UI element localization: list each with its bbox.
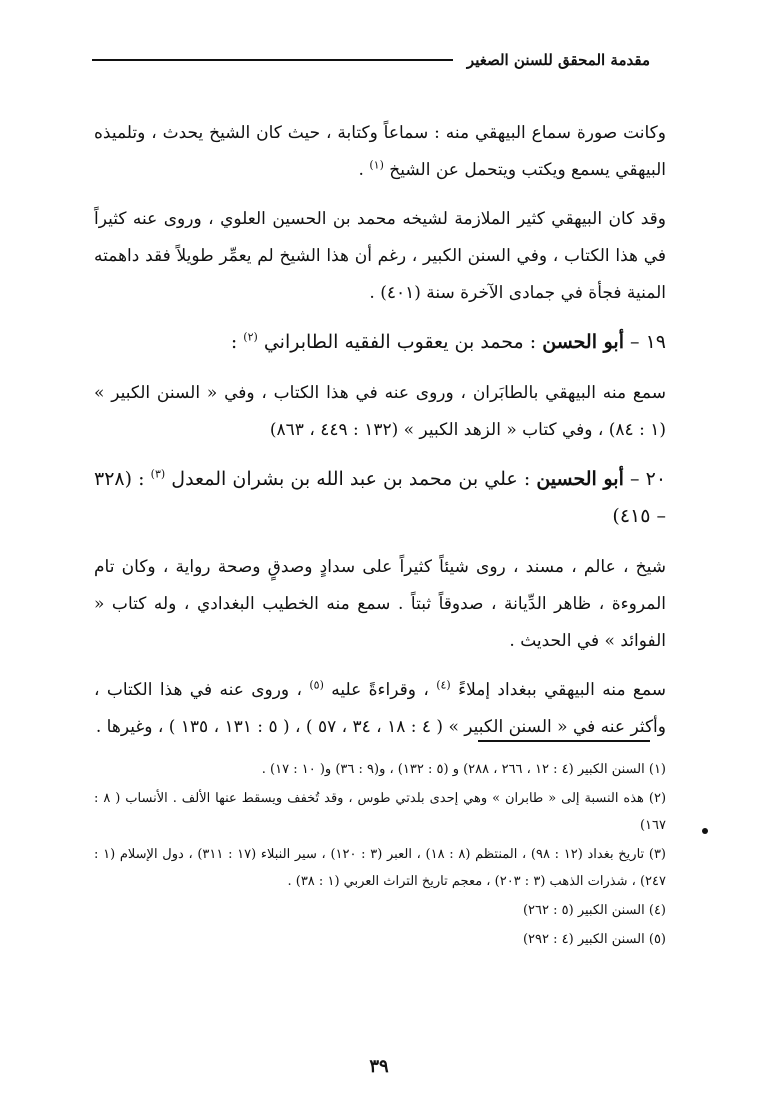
heading-19-number: ١٩ –: [630, 331, 666, 353]
page-number: ٣٩: [369, 1056, 389, 1077]
paragraph-4: شيخ ، عالم ، مسند ، روى شيئاً كثيراً على سدادٍ وصدقٍ وصحة رواية ، وكان تام المروءة ، ظاهر الدِّيانة ، صدوقاً ثبتاً . سمع منه الخطيب البغدادي ، وله كتاب « الفوائد » في الحديث .: [94, 557, 666, 651]
footnote-ref-1[interactable]: (١): [369, 158, 384, 172]
footnote-separator: [478, 740, 650, 742]
paragraph-3: سمع منه البيهقي بالطابَران ، وروى عنه في هذا الكتاب ، وفي « السنن الكبير » (١ : ٨٤) ، وفي كتاب « الزهد الكبير » (١٣٢ : ٤٤٩ ، ٨٦٣): [94, 383, 666, 440]
paragraph-5-part-c: ، وروى عنه في هذا الكتاب ، وأكثر عنه في « السنن الكبير » ( ٤ : ١٨ ، ٣٤ ، ٥٧ ) ، ( ٥ : ١٣١ ، ١٣٥ ) ، وغيرها .: [94, 680, 666, 737]
footnote-ref-5[interactable]: (٥): [309, 678, 324, 692]
footnotes: [94, 756, 666, 955]
paragraph-2: وقد كان البيهقي كثير الملازمة لشيخه محمد بن الحسين العلوي ، وروى عنه كثيراً في هذا الكتاب ، وفي السنن الكبير ، رغم أن هذا الشيخ لم يعمِّر طويلاً فقد داهمته المنية فجأة في جمادى الآخرة سنة (٤٠١) .: [94, 209, 666, 303]
heading-20-number: ٢٠ –: [630, 468, 667, 490]
biography-heading-19: [94, 324, 666, 361]
main-text: [94, 115, 666, 758]
heading-20-rest: : علي بن محمد بن عبد الله بن بشران المعدل: [171, 468, 531, 490]
heading-20-name: أبو الحسين: [536, 468, 624, 490]
heading-19-end: :: [230, 331, 238, 353]
paragraph-5: [94, 672, 666, 746]
footnote-2: (٢) هذه النسبة إلى « طابران » وهي إحدى بلدتي طوس ، وقد تُخفف ويسقط عنها الألف . الأنساب ( ٨ : ١٦٧): [94, 791, 667, 833]
heading-19-name: أبو الحسن: [542, 331, 624, 353]
paragraph-5-part-a: سمع منه البيهقي ببغداد إملاءً: [458, 680, 667, 700]
header-title: مقدمة المحقق للسنن الصغير: [466, 51, 650, 69]
footnote-5: (٥) السنن الكبير (٤ : ٢٩٢): [522, 932, 666, 947]
paragraph-1-text: وكانت صورة سماع البيهقي منه : سماعاً وكتابة ، حيث كان الشيخ يحدث ، وتلميذه البيهقي يسمع ويكتب ويتحمل عن الشيخ: [94, 123, 666, 180]
paragraph-1: [94, 115, 666, 189]
header-rule: [92, 59, 453, 61]
heading-19-rest: : محمد بن يعقوب الفقيه الطابراني: [263, 331, 537, 353]
paragraph-5-part-b: ، وقراءةً عليه: [331, 680, 429, 700]
footnote-4: (٤) السنن الكبير (٥ : ٢٦٢): [522, 903, 666, 918]
footnote-ref-3[interactable]: (٣): [150, 467, 166, 481]
heading-20-end: : (٣٢٨ – ٤١٥): [94, 468, 666, 527]
paragraph-1-end: .: [358, 160, 364, 180]
footnote-ref-4[interactable]: (٤): [436, 678, 451, 692]
footnote-ref-2[interactable]: (٢): [243, 330, 258, 344]
margin-dot: [702, 828, 708, 834]
footnote-1: (١) السنن الكبير (٤ : ١٢ ، ٢٦٦ ، ٢٨٨) و (٥ : ١٣٢) ، و(٩ : ٣٦) و( ١٠ : ١٧) .: [261, 762, 666, 777]
footnote-3: (٣) تاريخ بغداد (١٢ : ٩٨) ، المنتظم (٨ : ١٨) ، العبر (٣ : ١٢٠) ، سير النبلاء (١٧ : ٣١١) ، دول الإسلام (١ : ٢٤٧) ، شذرات الذهب (٣ : ٢٠٣) ، معجم تاريخ التراث العربي (١ : ٣٨) .: [94, 847, 666, 889]
running-header: [92, 45, 650, 75]
biography-heading-20: [94, 461, 666, 535]
